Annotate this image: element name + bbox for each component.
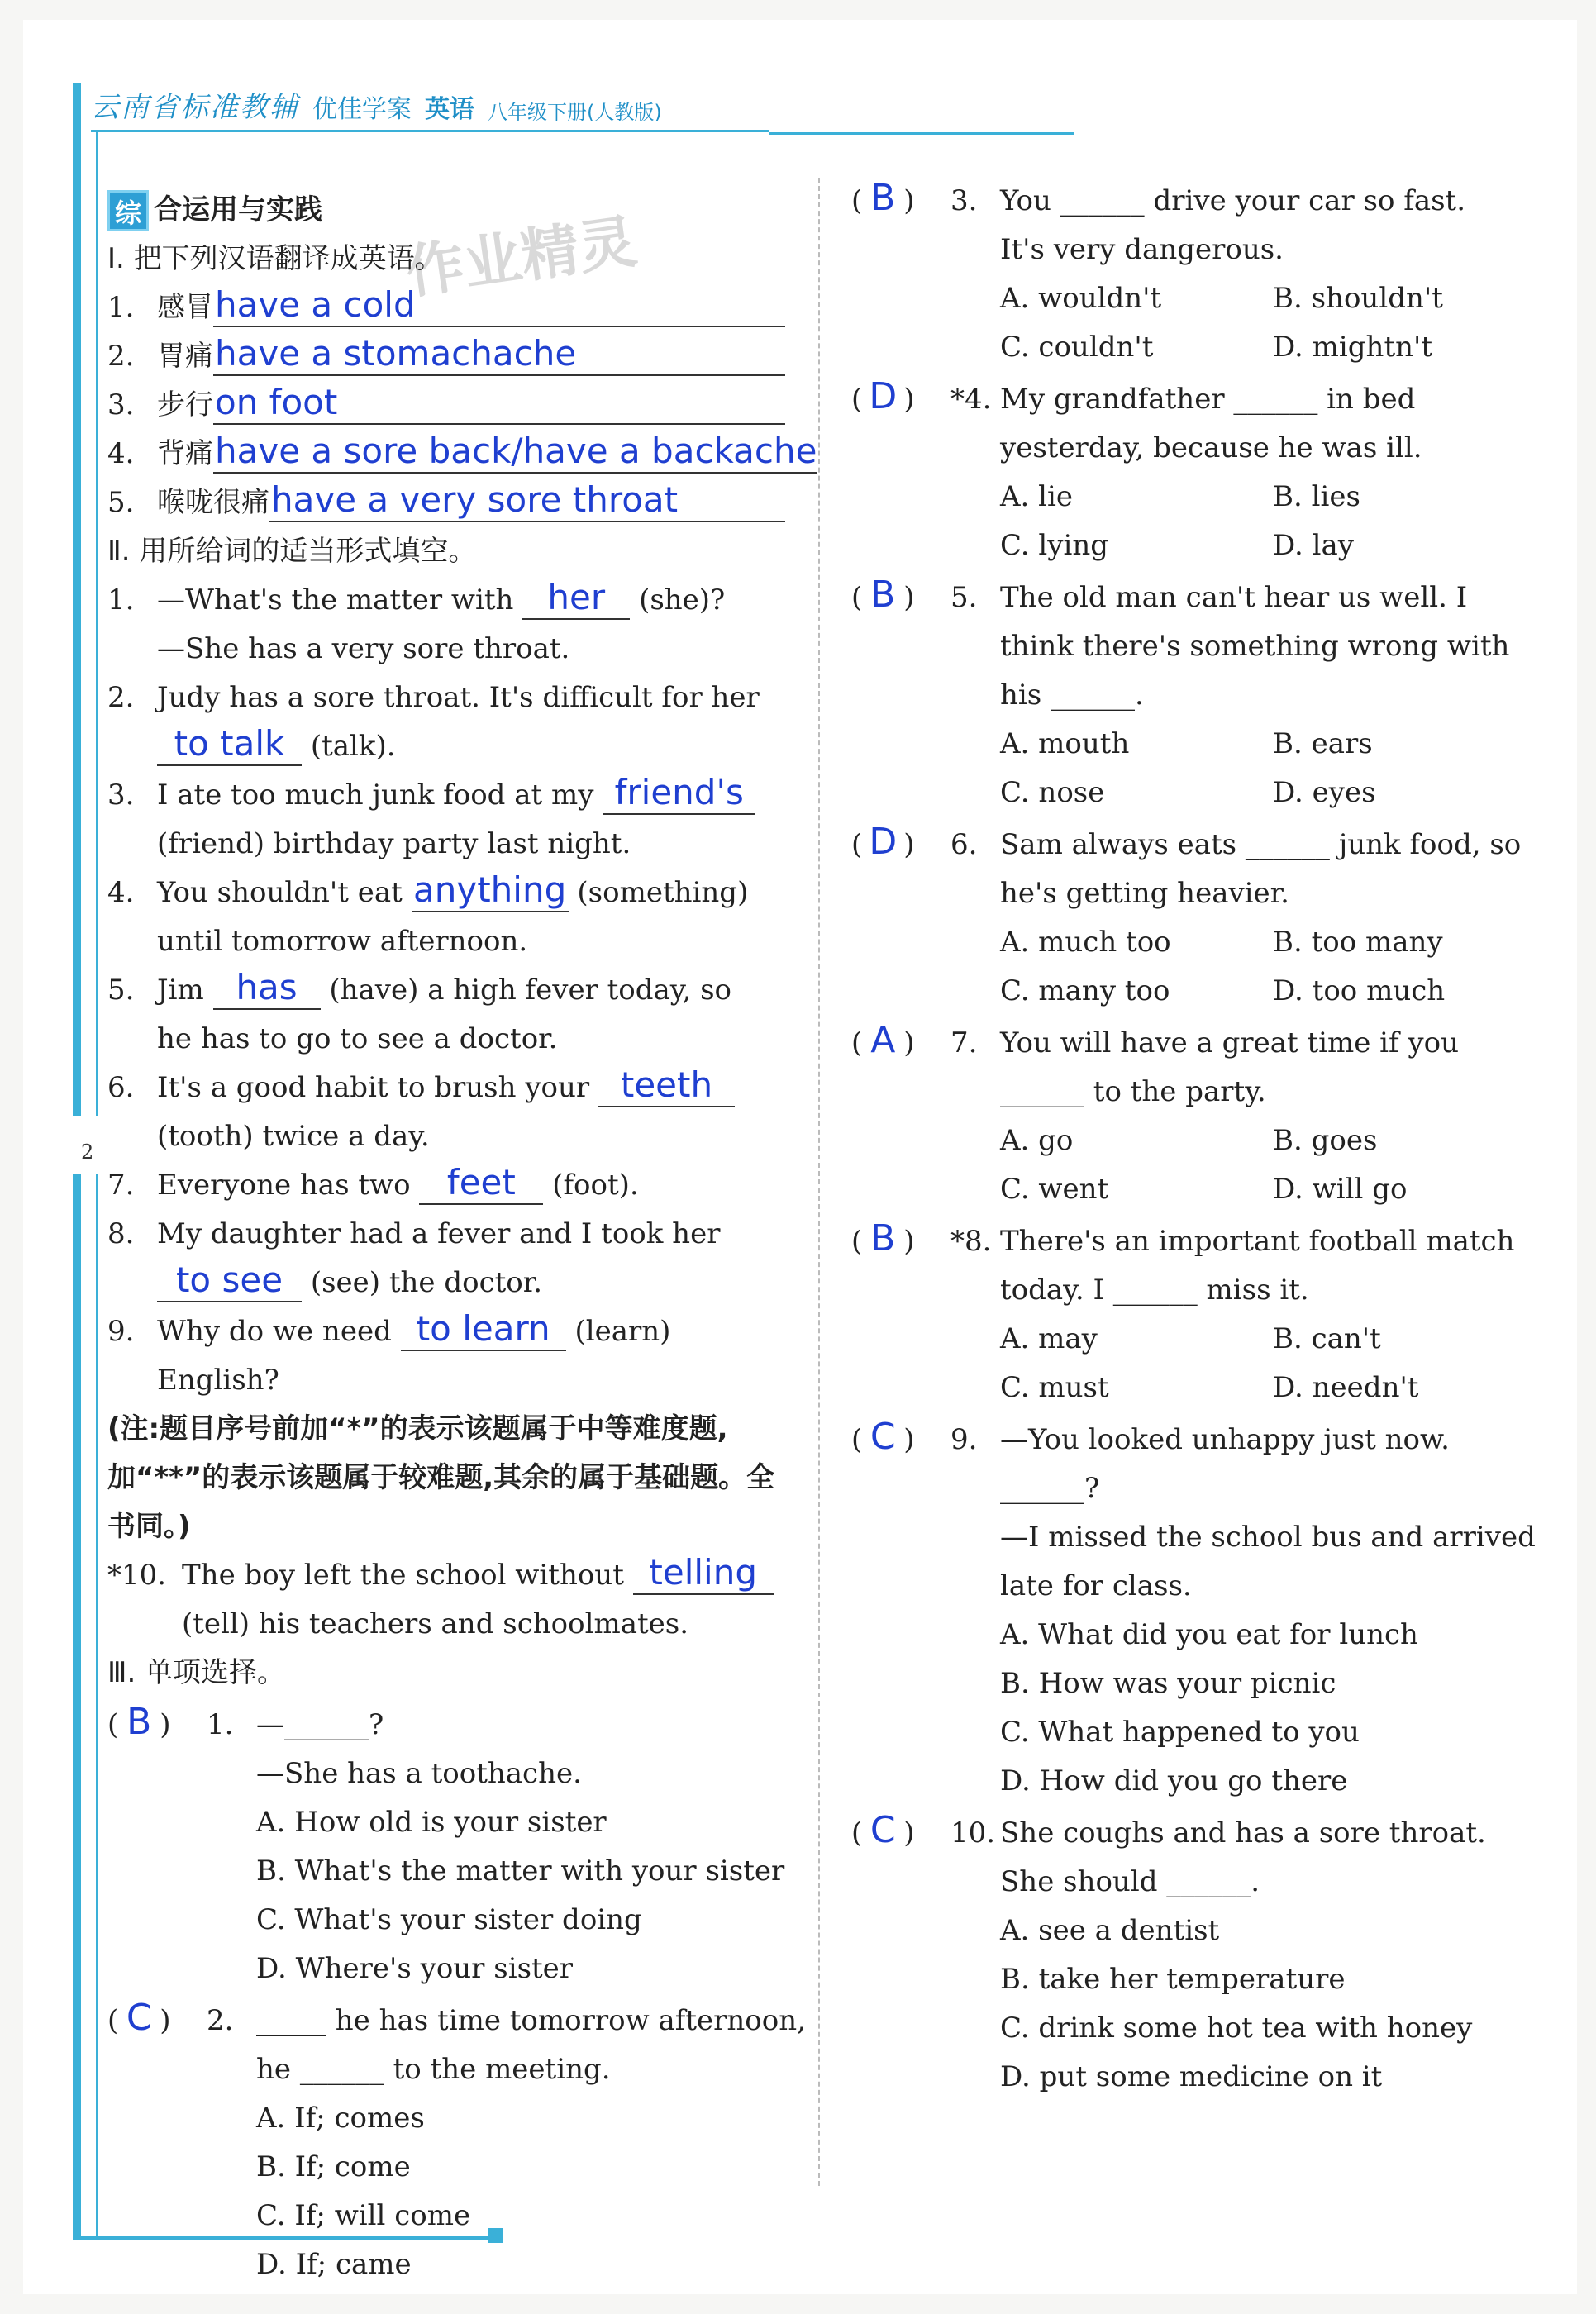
mc-question — [851, 1412, 1536, 1806]
translation-answer: have a stomachache — [213, 333, 785, 376]
q-hint: (she)? — [639, 583, 726, 617]
mc-option: D. put some medicine on it — [1000, 2060, 1383, 2093]
mc-option: B. take her temperature — [1000, 1963, 1346, 1996]
mc-option: D. Where's your sister — [256, 1952, 574, 1985]
part2-title: Ⅱ. 用所给词的适当形式填空。 — [107, 535, 477, 568]
q-text: Judy has a sore throat. It's difficult for her — [157, 681, 760, 714]
answer-paren: ( C ) — [107, 1993, 207, 2045]
chinese-term: 背痛 — [157, 437, 213, 470]
translation-answer: have a very sore throat — [269, 479, 785, 522]
mc-option: C. lying — [1000, 529, 1109, 562]
q-text-cont: It's very dangerous. — [1000, 233, 1284, 266]
q-text: —You looked unhappy just now. — [1000, 1423, 1450, 1456]
mc-option: A. If; comes — [256, 2102, 425, 2135]
q-num: 6. — [950, 828, 978, 861]
part2-q2 — [107, 674, 785, 722]
q-text: I ate too much junk food at my — [157, 778, 594, 812]
left-margin-rule — [96, 132, 98, 1116]
mc-option: A. see a dentist — [1000, 1914, 1220, 1947]
mc-question — [107, 1993, 806, 2289]
q-num: 3. — [107, 388, 135, 421]
header-subject: 英语 — [425, 95, 474, 124]
q-num: 4. — [107, 437, 135, 470]
q-text: She coughs and has a sore throat. — [1000, 1816, 1486, 1850]
mc-question — [851, 372, 1529, 570]
q-text: My daughter had a fever and I took her — [157, 1217, 721, 1250]
section-title-text: 合运用与实践 — [154, 193, 322, 226]
mc-option: B. lies — [1273, 480, 1360, 513]
mc-option: A. lie — [1000, 480, 1074, 513]
mc-answer: D — [869, 821, 898, 863]
q-text-cont: he ______ to the meeting. — [256, 2053, 611, 2086]
mc-question — [851, 570, 1529, 817]
part1-item — [107, 381, 785, 430]
q-text: —______? — [256, 1708, 384, 1741]
mc-option: A. mouth — [1000, 727, 1130, 760]
q-text: Jim — [157, 974, 204, 1007]
mc-option: D. needn't — [1273, 1371, 1419, 1404]
page-number: 2 — [81, 1140, 94, 1164]
q-text: _____ he has time tomorrow afternoon, — [256, 2004, 806, 2037]
q-text: You shouldn't eat — [157, 876, 403, 909]
mc-option: A. How old is your sister — [256, 1806, 607, 1839]
answer-paren: ( B ) — [851, 1214, 950, 1266]
mc-answer: D — [869, 375, 898, 417]
chinese-term: 胃痛 — [157, 340, 213, 373]
chinese-term: 感冒 — [157, 291, 213, 324]
mc-option: D. eyes — [1273, 776, 1376, 809]
mc-option: C. nose — [1000, 776, 1105, 809]
q-text: My grandfather ______ in bed — [1000, 383, 1416, 416]
answer-paren: ( C ) — [851, 1806, 950, 1858]
chinese-term: 喉咙很痛 — [157, 486, 269, 519]
mc-question — [851, 1806, 1529, 2102]
mc-option: D. How did you go there — [1000, 1764, 1348, 1797]
q-num: 7. — [107, 1169, 135, 1202]
q-text-cont: late for class. — [1000, 1569, 1192, 1602]
mc-answer: B — [126, 1701, 152, 1743]
q-num: 10. — [950, 1816, 996, 1850]
q-num: *8. — [950, 1225, 992, 1258]
q-text: Everyone has two — [157, 1169, 411, 1202]
q-hint: (tooth) twice a day. — [157, 1120, 430, 1153]
q-num: 4. — [107, 876, 135, 909]
mc-option: D. will go — [1273, 1173, 1408, 1206]
header-series: 优佳学案 — [312, 95, 412, 124]
mc-options — [107, 1798, 785, 1993]
mc-answer: C — [869, 1416, 896, 1458]
q-text-cont: ______ to the party. — [1000, 1075, 1266, 1108]
q-hint: (friend) birthday party last night. — [157, 827, 631, 860]
q-num: 3. — [950, 184, 978, 217]
chinese-term: 步行 — [157, 388, 213, 421]
q-text: There's an important football match — [1000, 1225, 1515, 1258]
translation-answer: have a cold — [213, 284, 785, 327]
q-num: *10. — [107, 1559, 167, 1592]
mc-option: B. What's the matter with your sister — [256, 1855, 785, 1888]
q-text-cont: —I missed the school bus and arrived — [1000, 1521, 1536, 1554]
q-hint: (talk). — [310, 730, 396, 763]
part1-item — [107, 332, 785, 381]
q-num: *4. — [950, 383, 992, 416]
q-text: —What's the matter with — [157, 583, 514, 617]
page-header — [91, 86, 769, 132]
header-grade: 八年级下册(人教版) — [488, 101, 662, 124]
q-hint: (see) the doctor. — [310, 1266, 543, 1299]
mc-option: D. too much — [1273, 974, 1446, 1007]
q-text-cont: he has to go to see a doctor. — [157, 1022, 558, 1055]
mc-option: A. What did you eat for lunch — [1000, 1618, 1418, 1651]
mc-options — [851, 1117, 1529, 1214]
q-text-cont: English? — [157, 1364, 279, 1397]
q-text-cont: —She has a very sore throat. — [157, 632, 570, 665]
part2-q4 — [107, 869, 785, 917]
part2-q5 — [107, 966, 785, 1015]
part1-item — [107, 283, 785, 332]
part2-q2-cont — [107, 722, 785, 771]
mc-option: A. may — [1000, 1322, 1098, 1355]
mc-options — [851, 1315, 1529, 1412]
mc-option: C. What happened to you — [1000, 1716, 1360, 1749]
mc-answer: B — [870, 574, 896, 616]
watermark: 作业精灵 — [402, 207, 641, 307]
mc-option: A. go — [1000, 1124, 1074, 1157]
mc-question-stem — [107, 1697, 785, 1750]
mc-question — [107, 1697, 785, 1993]
mc-option: A. much too — [1000, 926, 1171, 959]
answer-paren: ( A ) — [851, 1016, 950, 1068]
q-hint: (tell) his teachers and schoolmates. — [182, 1607, 689, 1640]
mc-answer: C — [126, 1997, 152, 2039]
part2-q8 — [107, 1210, 785, 1259]
part3-right-list — [851, 174, 1536, 2102]
mc-question-stem — [107, 1993, 806, 2045]
answer-telling: telling — [633, 1552, 774, 1595]
q-text-cont: until tomorrow afternoon. — [157, 925, 528, 958]
mc-question-stem — [851, 1412, 1529, 1464]
q-num: 6. — [107, 1071, 135, 1104]
q-num: 5. — [107, 974, 135, 1007]
part2-q3 — [107, 771, 785, 820]
mc-option: B. How was your picnic — [1000, 1667, 1336, 1700]
q-num: 5. — [950, 581, 978, 614]
mc-option: B. shouldn't — [1273, 282, 1443, 315]
q-num: 7. — [950, 1026, 978, 1059]
part2-q8-cont — [107, 1259, 785, 1307]
q-hint: (foot). — [552, 1169, 639, 1202]
mc-option: B. can't — [1273, 1322, 1381, 1355]
answer-paren: ( B ) — [107, 1697, 207, 1750]
answer-paren: ( B ) — [851, 570, 950, 622]
mc-question — [851, 817, 1529, 1016]
answer-her: her — [522, 577, 630, 620]
mc-option: D. If; came — [256, 2248, 412, 2281]
translation-answer: on foot — [213, 382, 785, 425]
answer-has: has — [213, 967, 321, 1010]
mc-question-stem — [851, 570, 1529, 622]
q-text: Sam always eats ______ junk food, so — [1000, 828, 1522, 861]
q-num: 1. — [207, 1708, 234, 1741]
q-text: It's a good habit to brush your — [157, 1071, 590, 1104]
q-text: You ______ drive your car so fast. — [1000, 184, 1466, 217]
part2-q9 — [107, 1307, 785, 1356]
left-margin-rule-lower — [96, 1174, 98, 2240]
section-title — [107, 186, 785, 235]
q-num: 2. — [207, 2004, 234, 2037]
mc-option: C. went — [1000, 1173, 1109, 1206]
mc-option: C. couldn't — [1000, 331, 1154, 364]
mc-options — [107, 2094, 785, 2289]
answer-anything: anything — [412, 869, 569, 912]
q-text-cont: yesterday, because he was ill. — [1000, 431, 1422, 464]
mc-option: C. drink some hot tea with honey — [1000, 2012, 1473, 2045]
mc-option: B. goes — [1273, 1124, 1378, 1157]
mc-option: B. ears — [1273, 727, 1373, 760]
mc-option: A. wouldn't — [1000, 282, 1162, 315]
q-num: 9. — [950, 1423, 978, 1456]
answer-feet: feet — [419, 1162, 543, 1205]
translation-answer: have a sore back/have a backache — [213, 431, 817, 474]
part1-item — [107, 430, 817, 479]
mc-answer: B — [870, 177, 896, 219]
answer-to-see: to see — [157, 1259, 302, 1302]
part3-title: Ⅲ. 单项选择。 — [107, 1656, 286, 1689]
answer-teeth: teeth — [598, 1064, 735, 1107]
q-text: Why do we need — [157, 1315, 392, 1348]
part2-q6 — [107, 1064, 785, 1112]
q-text-cont: he's getting heavier. — [1000, 877, 1289, 910]
difficulty-note: (注:题目序号前加“*”的表示该题属于中等难度题,加“**”的表示该题属于较难题,其余的属于基础题。全书同。) — [107, 1412, 775, 1543]
answer-paren: ( D ) — [851, 817, 950, 869]
answer-to-learn: to learn — [401, 1308, 566, 1351]
q-text: The old man can't hear us well. I — [1000, 581, 1468, 614]
part1-list — [107, 283, 817, 527]
answer-paren: ( D ) — [851, 372, 950, 424]
mc-options — [851, 274, 1529, 372]
part3-left-list — [107, 1697, 806, 2289]
mc-option: B. If; come — [256, 2150, 411, 2183]
q-num: 2. — [107, 340, 135, 373]
mc-option: C. If; will come — [256, 2199, 471, 2232]
q-text-cont: —She has a toothache. — [256, 1757, 582, 1790]
left-margin-bar-lower — [73, 1174, 81, 2240]
q-text-cont: his ______. — [1000, 678, 1144, 712]
answer-paren: ( C ) — [851, 1412, 950, 1464]
answer-to-talk: to talk — [157, 723, 302, 766]
mc-question — [851, 1016, 1529, 1214]
mc-option: D. mightn't — [1273, 331, 1433, 364]
mc-question-stem — [851, 372, 1529, 424]
q-num: 1. — [107, 291, 135, 324]
mc-options — [851, 918, 1529, 1016]
mc-question-stem — [851, 174, 1529, 226]
q-num: 8. — [107, 1217, 135, 1250]
q-text-cont: She should ______. — [1000, 1865, 1260, 1898]
mc-question-stem — [851, 1016, 1529, 1068]
mc-question-stem — [851, 817, 1529, 869]
mc-answer: C — [869, 1809, 896, 1851]
q-num: 2. — [107, 681, 135, 714]
mc-question — [851, 1214, 1529, 1412]
q-text-cont: today. I ______ miss it. — [1000, 1274, 1309, 1307]
q-text: The boy left the school without — [182, 1559, 624, 1592]
mc-answer: B — [870, 1217, 896, 1259]
q-num: 3. — [107, 778, 135, 812]
mc-answer: A — [870, 1019, 896, 1061]
q-hint: (have) a high fever today, so — [329, 974, 732, 1007]
left-column — [107, 186, 817, 2289]
mc-options — [851, 473, 1529, 570]
answer-paren: ( B ) — [851, 174, 950, 226]
section-badge: 综 — [107, 190, 149, 231]
mc-question — [851, 174, 1529, 372]
part1-title: Ⅰ. 把下列汉语翻译成英语。 — [107, 242, 443, 275]
header-brand: 云南省标准教辅 — [91, 91, 299, 124]
mc-option: C. many too — [1000, 974, 1170, 1007]
mc-option: D. lay — [1273, 529, 1355, 562]
q-num: 9. — [107, 1315, 135, 1348]
column-divider — [818, 178, 820, 2186]
part1-item — [107, 479, 785, 527]
q-hint: (something) — [577, 876, 749, 909]
part2-q10 — [107, 1551, 785, 1600]
part2-q7 — [107, 1161, 785, 1210]
q-hint: (learn) — [574, 1315, 671, 1348]
mc-options — [851, 720, 1529, 817]
answer-friends: friend's — [603, 772, 755, 815]
q-text-cont: ______? — [1000, 1472, 1100, 1505]
mc-option: C. What's your sister doing — [256, 1903, 642, 1936]
q-num: 5. — [107, 486, 135, 519]
mc-options — [851, 1611, 1529, 1806]
mc-option: C. must — [1000, 1371, 1109, 1404]
q-num: 1. — [107, 583, 135, 617]
header-rule — [769, 132, 1074, 135]
right-column — [851, 174, 1536, 2102]
q-text-cont: think there's something wrong with — [1000, 630, 1510, 663]
mc-question-stem — [851, 1806, 1529, 1858]
left-margin-bar — [73, 83, 81, 1116]
q-text: You will have a great time if you — [1000, 1026, 1460, 1059]
mc-question-stem — [851, 1214, 1529, 1266]
part2-q1 — [107, 576, 785, 625]
mc-options — [851, 1907, 1529, 2102]
mc-option: B. too many — [1273, 926, 1443, 959]
